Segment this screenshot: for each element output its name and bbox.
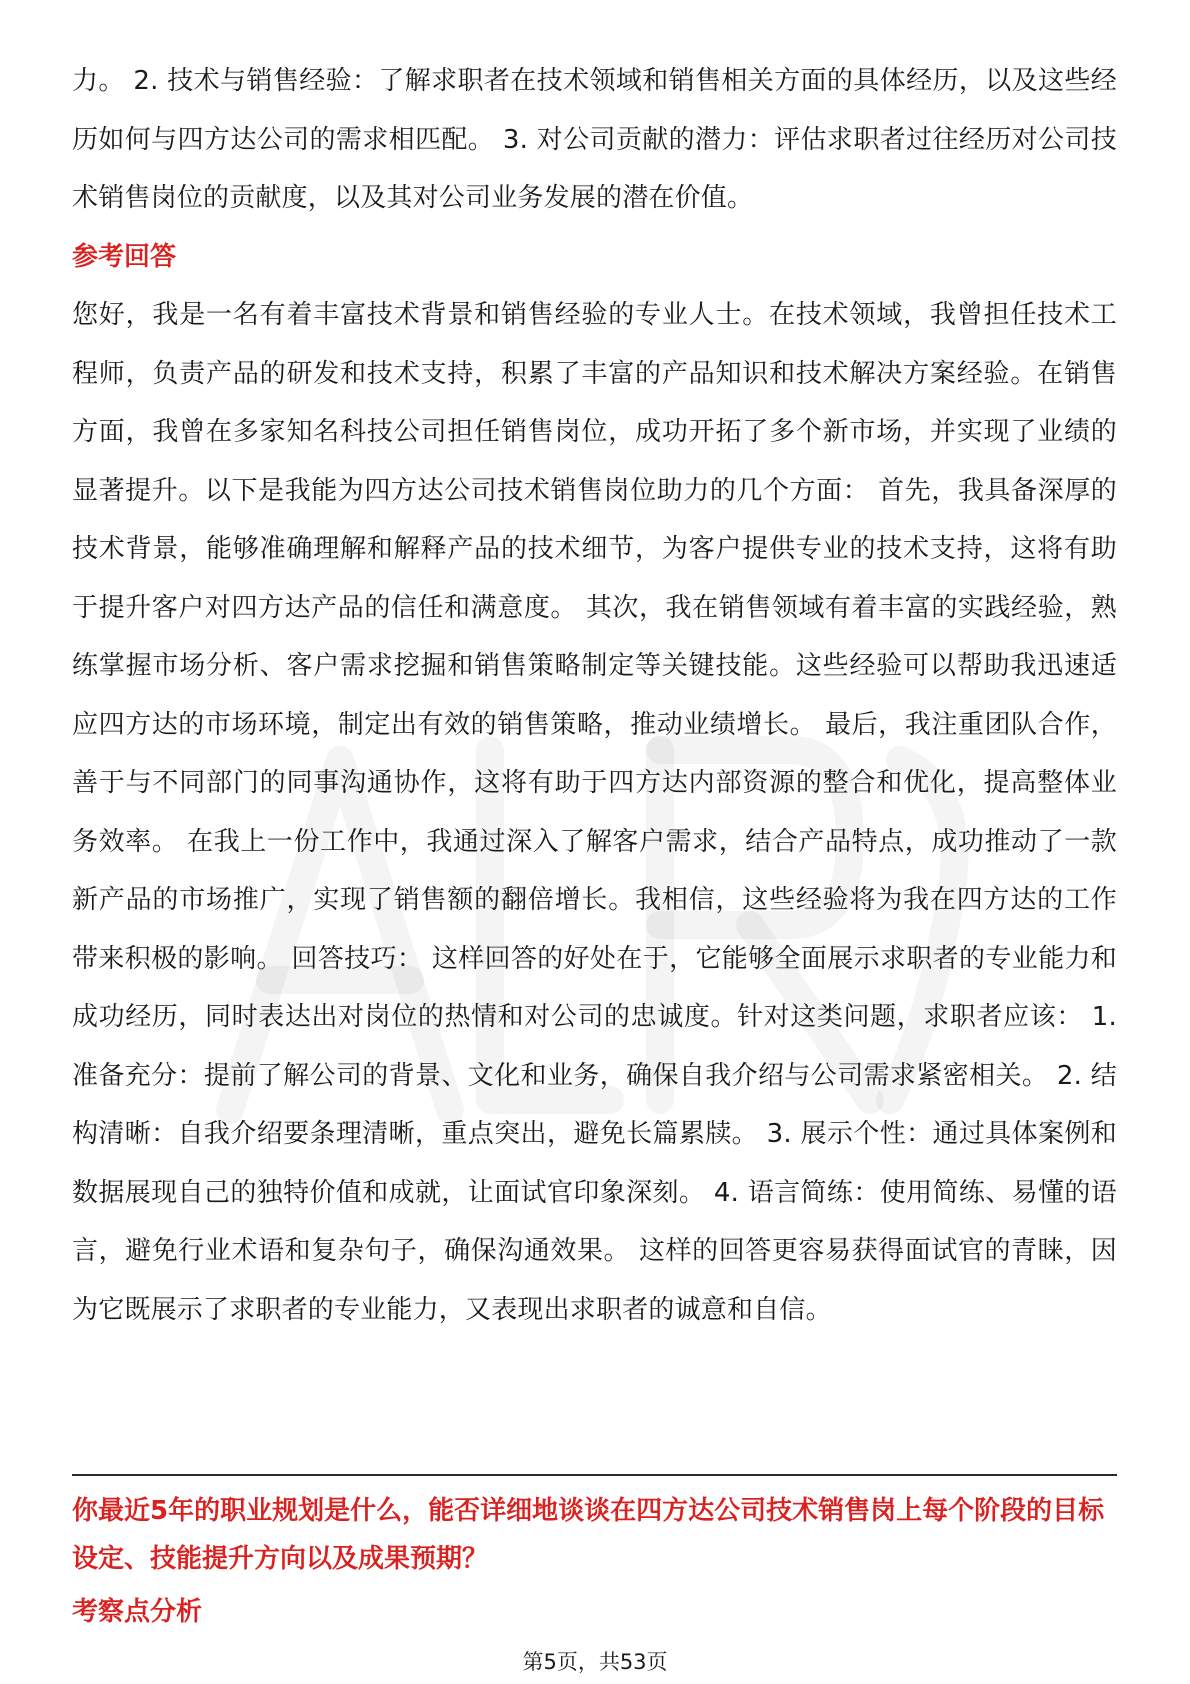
- analysis-heading: 考察点分析: [72, 1597, 203, 1627]
- section-divider: [72, 1474, 1117, 1476]
- next-question-heading: 你最近5年的职业规划是什么，能否详细地谈谈在四方达公司技术销售岗上每个阶段的目标设定、技能提升方向以及成果预期？: [72, 1496, 1105, 1574]
- intro-paragraph: 力。 2. 技术与销售经验：了解求职者在技术领域和销售相关方面的具体经历，以及这些经历如何与四方达公司的需求相匹配。 3. 对公司贡献的潜力：评估求职者过往经历对公司技术销售岗位的贡献度，以及其对公司业务发展的潜在价值。: [72, 66, 1117, 213]
- document-body: [72, 52, 1117, 1339]
- reference-answer-text: 您好，我是一名有着丰富技术背景和销售经验的专业人士。在技术领域，我曾担任技术工程师，负责产品的研发和技术支持，积累了丰富的产品知识和技术解决方案经验。在销售方面，我曾在多家知名科技公司担任销售岗位，成功开拓了多个新市场，并实现了业绩的显著提升。以下是我能为四方达公司技术销售岗位助力的几个方面： 首先，我具备深厚的技术背景，能够准确理解和解释产品的技术细节，为客户提供专业的技术支持，这将有助于提升客户对四方达产品的信任和满意度。 其次，我在销售领域有着丰富的实践经验，熟练掌握市场分析、客户需求挖掘和销售策略制定等关键技能。这些经验可以帮助我迅速适应四方达的市场环境，制定出有效的销售策略，推动业绩增长。 最后，我注重团队合作，善于与不同部门的同事沟通协作，这将有助于四方达内部资源的整合和优化，提高整体业务效率。 在我上一份工作中，我通过深入了解客户需求，结合产品特点，成功推动了一款新产品的市场推广，实现了销售额的翻倍增长。我相信，这些经验将为我在四方达的工作带来积极的影响。 回答技巧： 这样回答的好处在于，它能够全面展示求职者的专业能力和成功经历，同时表达出对岗位的热情和对公司的忠诚度。针对这类问题，求职者应该： 1. 准备充分：提前了解公司的背景、文化和业务，确保自我介绍与公司需求紧密相关。 2. 结构清晰：自我介绍要条理清晰，重点突出，避免长篇累牍。 3. 展示个性：通过具体案例和数据展现自己的独特价值和成就，让面试官印象深刻。 4. 语言简练：使用简练、易懂的语言，避免行业术语和复杂句子，确保沟通效果。 这样的回答更容易获得面试官的青睐，因为它既展示了求职者的专业能力，又表现出求职者的诚意和自信。: [72, 300, 1117, 1325]
- reference-answer-heading: 参考回答: [72, 241, 177, 272]
- page-footer: [0, 1646, 1190, 1676]
- page-indicator: 第5页，共53页: [522, 1650, 668, 1674]
